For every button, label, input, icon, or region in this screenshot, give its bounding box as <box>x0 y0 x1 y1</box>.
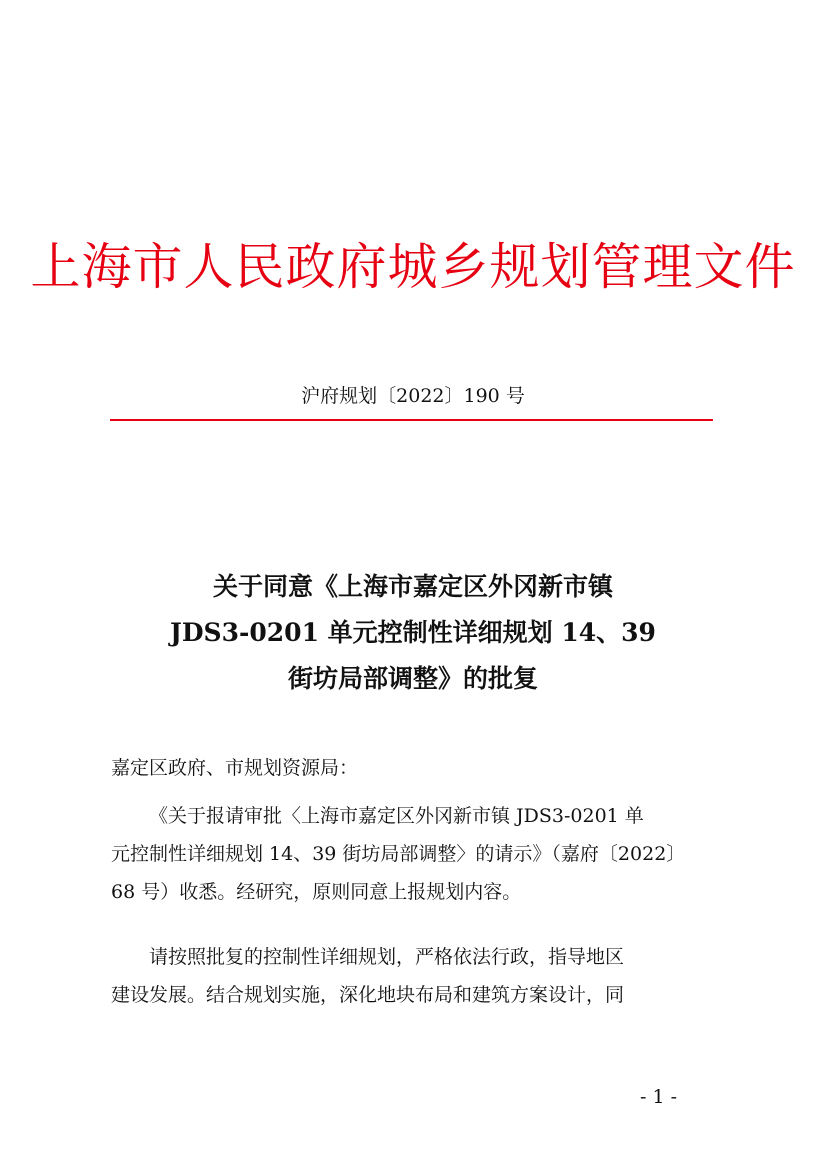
paragraph-line: 68 号）收悉。经研究，原则同意上报规划内容。 <box>111 881 522 903</box>
red-divider-rule <box>110 419 713 421</box>
paragraph-line: 元控制性详细规划 14、39 街坊局部调整〉的请示》（嘉府〔2022〕 <box>111 843 686 865</box>
document-title-line: JDS3-0201 单元控制性详细规划 14、39 <box>170 618 656 647</box>
document-title-line: 关于同意《上海市嘉定区外冈新市镇 <box>212 572 613 601</box>
document-title-line: 街坊局部调整》的批复 <box>287 664 538 693</box>
document-number: 沪府规划〔2022〕190 号 <box>301 385 525 407</box>
paragraph-line: 《关于报请审批〈上海市嘉定区外冈新市镇 JDS3-0201 单 <box>149 805 644 827</box>
body-paragraph-1 <box>111 797 716 911</box>
page-number: - 1 - <box>640 1086 678 1108</box>
addressee: 嘉定区政府、市规划资源局： <box>111 757 359 779</box>
document-title <box>0 564 826 702</box>
paragraph-line: 请按照批复的控制性详细规划，严格依法行政，指导地区 <box>149 946 625 968</box>
paragraph-line: 建设发展。结合规划实施，深化地块布局和建筑方案设计，同 <box>111 984 625 1006</box>
issuer-header-title: 上海市人民政府城乡规划管理文件 <box>30 238 796 296</box>
body-paragraph-2 <box>111 938 716 1014</box>
